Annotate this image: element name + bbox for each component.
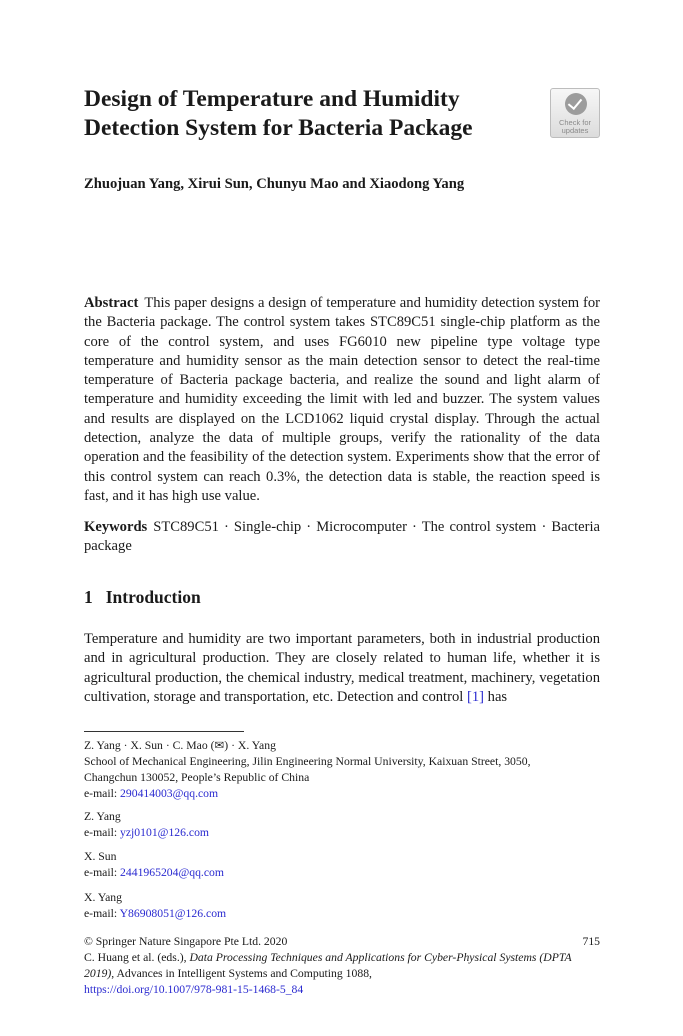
page-number: 715 bbox=[582, 935, 600, 948]
email-label: e-mail: bbox=[84, 826, 121, 839]
series-info: , Advances in Intelligent Systems and Computing 1088, bbox=[111, 967, 372, 980]
footnote-x-yang bbox=[84, 890, 226, 922]
footnote-name: X. Yang bbox=[84, 891, 122, 904]
affiliation-line-1: School of Mechanical Engineering, Jilin Engineering Normal University, Kaixuan Street, 3050, bbox=[84, 755, 531, 768]
citation-link[interactable]: [1] bbox=[466, 688, 484, 705]
email-label: e-mail: bbox=[84, 866, 121, 879]
check-updates-icon bbox=[565, 93, 587, 115]
footnote-name: X. Sun bbox=[84, 850, 117, 863]
email-link[interactable]: Y86908051@126.com bbox=[119, 907, 227, 920]
keywords bbox=[84, 518, 600, 557]
paper-title bbox=[84, 85, 539, 143]
footnote-name: Z. Yang bbox=[84, 810, 121, 823]
abstract bbox=[84, 294, 600, 506]
keywords-text: STC89C51 · Single-chip · Microcomputer · The control system · Bacteria package bbox=[84, 519, 600, 555]
abstract-text: This paper designs a design of temperature and humidity detection system for the Bacteria package. The control system takes STC89C51 single-chip platform as the core of the control system, and uses FG6010 new pipeline type voltage type temperature and humidity sensor as the main detection sensor to detect the real-time temperature of Bacteria package bacteria, and realize the sound and light alarm of temperature and humidity exceeding the limit with led and buzzer. The system values and results are displayed on the LCD1062 liquid crystal display. Through the actual detection, analyze the data of multiple groups, verify the rationality of the data operation and the feasibility of the detection system. Experiments show that the error of this control system can reach 0.3%, the detection data is stable, the reaction speed is fast, and it has high use value. bbox=[84, 295, 600, 504]
affiliation-line-2: Changchun 130052, People’s Republic of China bbox=[84, 771, 310, 784]
email-link[interactable]: 290414003@qq.com bbox=[120, 787, 219, 800]
email-label: e-mail: bbox=[84, 907, 120, 920]
email-link[interactable]: yzj0101@126.com bbox=[120, 826, 210, 839]
footnote-authors: Z. Yang · X. Sun · C. Mao (✉) · X. Yang bbox=[84, 739, 276, 752]
section-title: Introduction bbox=[105, 587, 201, 607]
author-list: Zhuojuan Yang, Xirui Sun, Chunyu Mao and Xiaodong Yang bbox=[84, 176, 465, 192]
badge-line-1: Check for bbox=[558, 118, 592, 127]
footnote-email bbox=[84, 825, 209, 841]
editors: C. Huang et al. (eds.), bbox=[84, 951, 190, 964]
intro-paragraph bbox=[84, 630, 600, 707]
footnote-divider bbox=[84, 731, 244, 732]
keywords-label: Keywords bbox=[84, 519, 148, 535]
affiliation-footnote bbox=[84, 738, 600, 802]
copyright-line: © Springer Nature Singapore Pte Ltd. 2020 bbox=[84, 935, 288, 948]
title-line-2: Detection System for Bacteria Package bbox=[84, 115, 473, 141]
title-line-1: Design of Temperature and Humidity bbox=[84, 86, 460, 112]
footnote-email bbox=[84, 906, 226, 922]
book-title: Data Processing Techniques and Applications for Cyber-Physical Systems (DPTA 2019) bbox=[84, 951, 572, 980]
footnote-z-yang bbox=[84, 809, 209, 841]
email-label: e-mail: bbox=[84, 787, 121, 800]
corresponding-email bbox=[84, 786, 600, 802]
abstract-label: Abstract bbox=[84, 295, 139, 311]
footnote-x-sun bbox=[84, 849, 224, 881]
doi-link[interactable]: https://doi.org/10.1007/978-981-15-1468-5_84 bbox=[84, 983, 304, 996]
footnote-email bbox=[84, 865, 224, 881]
intro-text-end: has bbox=[484, 688, 508, 705]
section-heading bbox=[84, 587, 201, 608]
email-link[interactable]: 2441965204@qq.com bbox=[120, 866, 224, 879]
check-for-updates-badge[interactable] bbox=[550, 88, 600, 138]
badge-line-2: updates bbox=[561, 126, 589, 135]
citation-info bbox=[84, 950, 600, 982]
publication-footer bbox=[84, 934, 600, 998]
intro-text: Temperature and humidity are two important parameters, both in industrial production and in agricultural production. They are closely related to human life, whether it is agricultural production, the chemical industry, medical treatment, machinery, vegetation cultivation, storage and transportation, etc. Detection and control bbox=[84, 631, 600, 705]
section-number: 1 bbox=[84, 587, 93, 607]
